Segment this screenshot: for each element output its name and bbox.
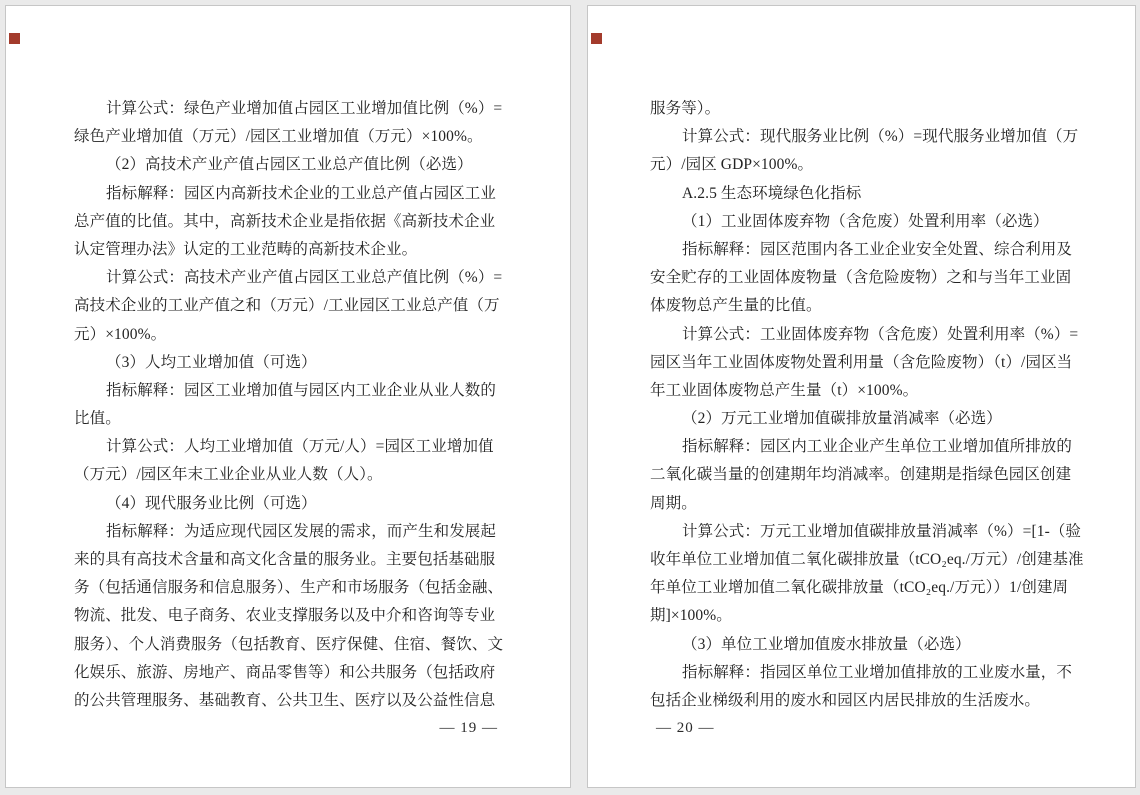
text-line: 期]×100%。 <box>650 607 732 625</box>
text-line: 指标解释：为适应现代园区发展的需求，而产生和发展起 <box>106 522 497 540</box>
text-line: 二氧化碳当量的创建期年均消减率。创建期是指绿色园区创建 <box>650 466 1072 484</box>
page-20-text <box>650 95 1084 715</box>
text-line: A.2.5 生态环境绿色化指标 <box>682 184 862 202</box>
text-line: 物流、批发、电子商务、农业支撑服务以及中介和咨询等专业 <box>74 607 496 625</box>
text-line: 收年单位工业增加值二氧化碳排放量（tCO₂eq./万元）/创建基准 <box>650 551 1084 568</box>
text-line: 绿色产业增加值（万元）/园区工业增加值（万元）×100%。 <box>74 128 483 146</box>
text-line: 高技术企业的工业产值之和（万元）/工业园区工业总产值（万 <box>74 297 500 315</box>
text-line: 园区当年工业固体废物处置利用量（含危险废物）（t）/园区当 <box>650 353 1073 371</box>
page-number-20: — 20 — <box>656 720 715 736</box>
text-line: （万元）/园区年末工业企业从业人数（人）。 <box>74 466 383 484</box>
text-line: 总产值的比值。其中，高新技术企业是指依据《高新技术企业 <box>74 212 496 230</box>
page-19 <box>5 5 571 788</box>
text-line: 务（包括通信服务和信息服务）、生产和市场服务（包括金融、 <box>74 579 504 597</box>
text-line: 安全贮存的工业固体废物量（含危险废物）之和与当年工业固 <box>650 269 1072 287</box>
text-line: 服务）、个人消费服务（包括教育、医疗保健、住宿、餐饮、文 <box>74 635 504 653</box>
text-line: 指标解释：园区范围内各工业企业安全处置、综合利用及 <box>682 240 1073 258</box>
text-line: 的公共管理服务、基础教育、公共卫生、医疗以及公益性信息 <box>74 691 496 709</box>
annotation-marker-icon[interactable] <box>591 33 602 44</box>
text-line: （3）单位工业增加值废水排放量（必选） <box>682 635 971 653</box>
text-line: 指标解释：指园区单位工业增加值排放的工业废水量，不 <box>682 663 1073 681</box>
text-line: 体废物总产生量的比值。 <box>650 297 822 315</box>
page-number-19: — 19 — <box>439 720 498 736</box>
text-line: 计算公式：高技术产业产值占园区工业总产值比例（%）= <box>106 269 503 287</box>
text-line: 比值。 <box>74 410 121 428</box>
text-line: 来的具有高技术含量和高文化含量的服务业。主要包括基础服 <box>74 551 496 568</box>
text-line: 服务等）。 <box>650 100 721 117</box>
text-line: （2）万元工业增加值碳排放量消减率（必选） <box>682 410 1002 428</box>
annotation-marker-icon[interactable] <box>9 33 20 44</box>
text-line: 元）/园区 GDP×100%。 <box>650 156 814 174</box>
text-line: 计算公式：人均工业增加值（万元/人）=园区工业增加值 <box>106 438 494 456</box>
text-line: 化娱乐、旅游、房地产、商品零售等）和公共服务（包括政府 <box>74 663 496 681</box>
text-line: 年工业固体废物总产生量（t）×100%。 <box>650 381 919 399</box>
text-line: 包括企业梯级利用的废水和园区内居民排放的生活废水。 <box>650 691 1041 709</box>
text-line: （2）高技术产业产值占园区工业总产值比例（必选） <box>106 156 473 174</box>
text-line: 计算公式：万元工业增加值碳排放量消减率（%）=[1-（验 <box>682 522 1082 540</box>
text-line: 认定管理办法》认定的工业范畴的高新技术企业。 <box>74 240 418 258</box>
text-line: （3）人均工业增加值（可选） <box>106 353 317 371</box>
text-line: 计算公式：绿色产业增加值占园区工业增加值比例（%）= <box>106 100 503 117</box>
text-line: 周期。 <box>650 494 697 512</box>
text-line: 计算公式：工业固体废弃物（含危废）处置利用率（%）= <box>682 325 1079 343</box>
page-20 <box>587 5 1136 788</box>
text-line: 指标解释：园区工业增加值与园区内工业企业从业人数的 <box>106 381 497 399</box>
page-19-text <box>74 95 504 715</box>
text-line: 指标解释：园区内高新技术企业的工业总产值占园区工业 <box>106 184 497 202</box>
text-line: 指标解释：园区内工业企业产生单位工业增加值所排放的 <box>682 438 1073 456</box>
text-line: （4）现代服务业比例（可选） <box>106 494 317 512</box>
text-line: （1）工业固体废弃物（含危废）处置利用率（必选） <box>682 212 1049 230</box>
text-line: 年单位工业增加值二氧化碳排放量（tCO₂eq./万元））1/创建周 <box>650 579 1069 597</box>
text-line: 元）×100%。 <box>74 325 167 343</box>
text-line: 计算公式：现代服务业比例（%）=现代服务业增加值（万 <box>682 128 1079 146</box>
